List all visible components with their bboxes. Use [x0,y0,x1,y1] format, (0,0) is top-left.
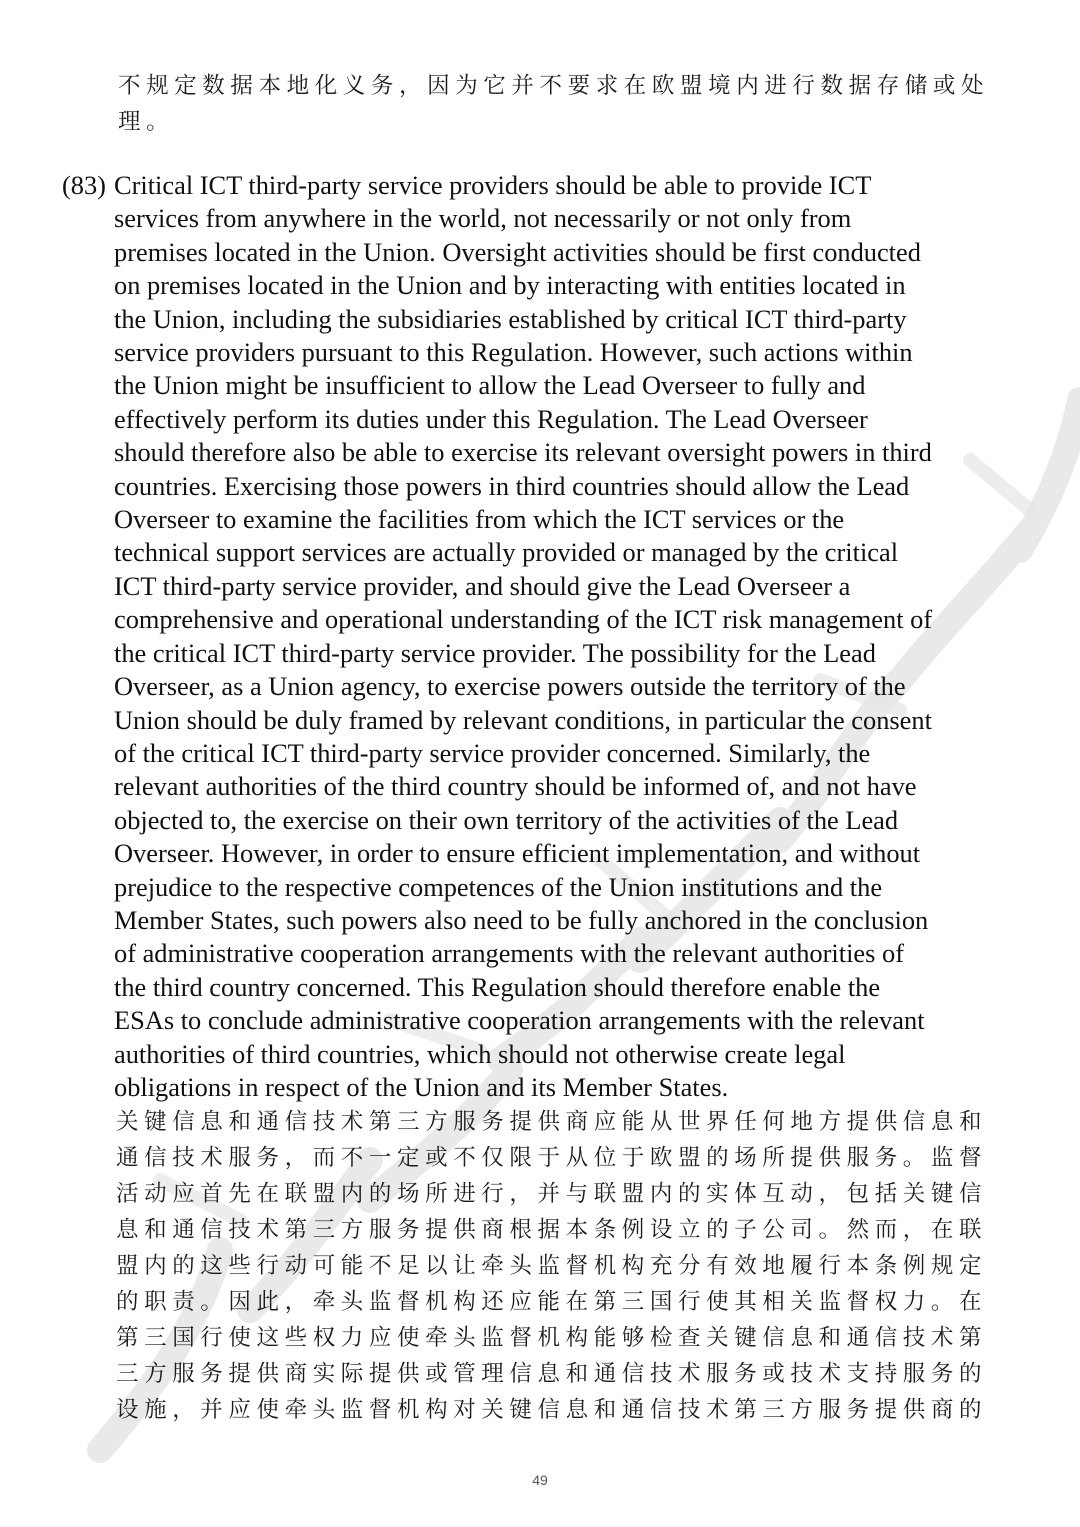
text-line: of administrative cooperation arrangements with the relevant authorities of [114,938,904,969]
text-line: relevant authorities of the third country should be informed of, and not have [114,771,917,802]
text-line: prejudice to the respective competences of the Union institutions and the [114,871,883,902]
text-line: of the critical ICT third-party service provider concerned. Similarly, the [114,737,871,768]
text-line: 第三国行使这些权力应使牵头监督机构能够检查关键信息和通信技术第 [116,1325,988,1351]
paragraph-body-en [114,169,1029,1104]
text-line: the critical ICT third-party service provider. The possibility for the Lead [114,637,876,668]
text-line: Overseer to examine the facilities from which the ICT services or the [114,504,845,535]
text-line: effectively perform its duties under this Regulation. The Lead Overseer [114,403,868,434]
text-line: the Union might be insufficient to allow the Lead Overseer to fully and [114,370,866,401]
text-line: Union should be duly framed by relevant conditions, in particular the consent [114,704,932,735]
text-line: authorities of third countries, which should not otherwise create legal [114,1038,846,1069]
text-line: Critical ICT third-party service providers should be able to provide ICT [114,170,872,200]
text-line: objected to, the exercise on their own territory of the activities of the Lead [114,804,899,835]
text-line: on premises located in the Union and by interacting with entities located in [114,270,906,301]
text-line: the Union, including the subsidiaries established by critical ICT third-party [114,303,907,334]
paragraph-number: (83) [62,170,106,200]
text-line: ESAs to conclude administrative cooperation arrangements with the relevant [114,1005,925,1036]
paragraph-body-zh [116,1104,1031,1428]
text-line: 盟内的这些行动可能不足以让牵头监督机构充分有效地履行本条例规定 [116,1253,988,1279]
text-line: should therefore also be able to exercise its relevant oversight powers in third [114,437,932,468]
text-line: 通信技术服务，而不一定或不仅限于从位于欧盟的场所提供服务。监督 [116,1145,988,1171]
text-line: ICT third-party service provider, and should give the Lead Overseer a [114,570,851,601]
text-line: premises located in the Union. Oversight activities should be first conducted [114,236,921,267]
text-line: service providers pursuant to this Regulation. However, such actions within [114,337,913,368]
text-line: 设施，并应使牵头监督机构对关键信息和通信技术第三方服务提供商的 [116,1397,988,1423]
text-line: 活动应首先在联盟内的场所进行，并与联盟内的实体互动，包括关键信 [116,1181,988,1207]
text-line: technical support services are actually provided or managed by the critical [114,537,899,568]
text-line: services from anywhere in the world, not necessarily or not only from [114,203,852,234]
text-line: comprehensive and operational understanding of the ICT risk management of [114,604,933,635]
text-line: Overseer, as a Union agency, to exercise powers outside the territory of the [114,671,906,702]
text-line: Overseer. However, in order to ensure efficient implementation, and without [114,838,921,869]
text-line: 的职责。因此，牵头监督机构还应能在第三国行使其相关监督权力。在 [116,1289,988,1315]
page-number: 49 [532,1472,548,1488]
text-line: 关键信息和通信技术第三方服务提供商应能从世界任何地方提供信息和 [116,1109,988,1135]
text-line: 三方服务提供商实际提供或管理信息和通信技术服务或技术支持服务的 [116,1361,988,1387]
text-line: 不规定数据本地化义务，因为它并不要求在欧盟境内进行数据存储或处 [118,73,990,99]
text-line: the third country concerned. This Regulation should therefore enable the [114,971,881,1002]
watermark-stroke [1020,400,1080,550]
text-line: Member States, such powers also need to be fully anchored in the conclusion [114,904,929,935]
text-line: 息和通信技术第三方服务提供商根据本条例设立的子公司。然而，在联 [116,1217,988,1243]
continuation-text-zh [118,68,1028,140]
text-line: 理。 [118,109,175,135]
text-line: countries. Exercising those powers in third countries should allow the Lead [114,470,910,501]
text-line: obligations in respect of the Union and its Member States. [114,1071,729,1102]
